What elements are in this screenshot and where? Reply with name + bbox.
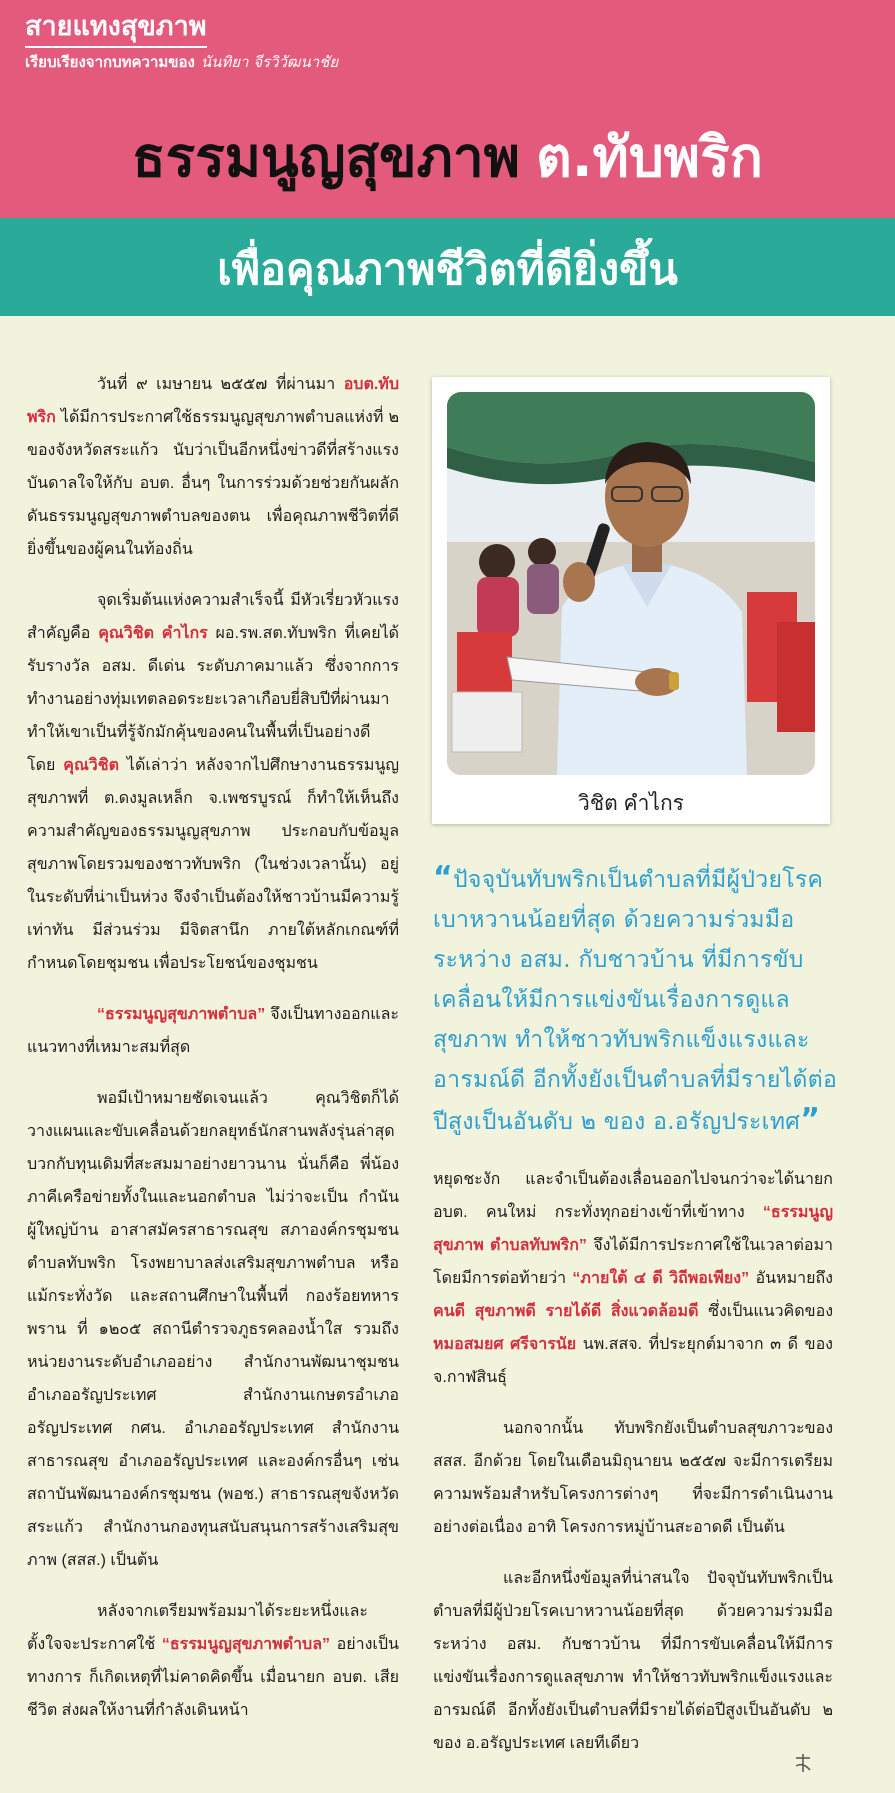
title-part-2: ต.ทับพริก [536,125,763,189]
photo-caption: วิชิต คำไกร [578,792,684,815]
highlight-text: หมอสมยศ ศรีจารนัย [433,1336,577,1353]
text-run: ได้มีการประกาศใช้ธรรมนูญสุขภาพตำบลแห่งที่ ๒ ของจังหวัดสระแก้ว นับว่าเป็นอีกหนึ่งข่าวดีที่สร้างแรงบันดาลใจให้กับ อบต. อื่นๆ ในการร่วมด้วยช่วยกันผลักดันธรรมนูญสุขภาพตำบลของตน เพื่อคุณภาพชีวิตที่ดียิ่งขึ้นของผู้คนในท้องถิ่น [27,409,399,558]
paragraph [27,368,399,566]
paragraph [27,1595,399,1727]
highlight-text: อบต.ทับพริก [27,376,399,426]
highlight-text: คุณวิชิต [63,757,120,774]
highlight-text: “ธรรมนูญสุขภาพตำบล” [97,1006,266,1023]
highlight-text: “ธรรมนูญสุขภาพตำบล” [161,1636,331,1653]
title-part-1: ธรรมนูญสุขภาพ [132,125,521,189]
highlight-text: คนดี สุขภาพดี รายได้ดี สิ่งแวดล้อมดี [433,1303,699,1320]
quote-close-mark: ” [800,1102,821,1137]
text-run: นอกจากนั้น ทับพริกยังเป็นตำบลสุขภาวะของ สสส. อีกด้วย โดยในเดือนมิถุนายน ๒๕๕๗ จะมีการเตรียมความพร้อมสำหรับโครงการต่างๆ ที่จะมีการดำเนินงานอย่างต่อเนื่อง อาทิ โครงการหมู่บ้านสะอาดดี เป็นต้น [433,1420,833,1536]
paragraph [433,1163,833,1394]
quote-open-mark: “ [433,860,454,895]
page-subtitle: เพื่อคุณภาพชีวิตที่ดียิ่งขึ้น [217,245,678,295]
byline [25,50,338,74]
page-title [0,122,895,192]
text-run: หยุดชะงัก และจำเป็นต้องเลื่อนออกไปจนกว่าจะได้นายก อบต. คนใหม่ กระทั่งทุกอย่างเข้าที่เข้าทาง [433,1171,833,1221]
text-run: พอมีเป้าหมายชัดเจนแล้ว คุณวิชิตก็ได้วางแผนและขับเคลื่อนด้วยกลยุทธ์นักสานพลังรุ่นล่าสุด บวกกับทุนเดิมที่สะสมมาอย่างยาวนาน นั่นก็คือ พี่น้องภาคีเครือข่ายทั้งในและนอกตำบล ไม่ว่าจะเป็น กำนัน ผู้ใหญ่บ้าน อาสาสมัครสาธารณสุข สภาองค์กรชุมชนตำบลทับพริก โรงพยาบาลส่งเสริมสุขภาพตำบล หรือแม้กระทั่งวัด และสถานศึกษาในพื้นที่ กองร้อยทหารพราน ที่ ๑๒๐๕ สถานีตำรวจภูธรคลองน้ำใส รวมถึงหน่วยงานระดับอำเภออย่าง สำนักงานพัฒนาชุมชนอำเภออรัญประเทศ สำนักงานเกษตรอำเภออรัญประเทศ กศน. อำเภออรัญประเทศ สำนักงานสาธารณสุข อำเภออรัญประเทศ และองค์กรอื่นๆ เช่น สถาบันพัฒนาองค์กรชุมชน (พอช.) สาธารณสุขจังหวัดสระแก้ว สำนักงานกองทุนสนับสนุนการสร้างเสริมสุขภาพ (สสส.) เป็นต้น [27,1090,399,1569]
photo-frame [432,377,830,824]
pull-quote-text: ปัจจุบันทับพริกเป็นตำบลที่มีผู้ป่วยโรคเบาหวานน้อยที่สุด ด้วยความร่วมมือระหว่าง อสม. กับชาวบ้าน ที่มีการขับเคลื่อนให้มีการแข่งขันเรื่องการดูแลสุขภาพ ทำให้ชาวทับพริกแข็งแรงและอารมณ์ดี อีกทั้งยังเป็นตำบลที่มีรายได้ต่อปีสูงเป็นอันดับ ๒ ของ อ.อรัญประเทศ [433,867,838,1135]
paragraph [27,998,399,1064]
paragraph [433,1562,833,1760]
highlight-text: คุณวิชิต คำไกร [98,625,208,642]
byline-author: นันทิยา จีรวิวัฒนาชัย [200,53,339,71]
text-run: อย่างเป็นทางการ ก็เกิดเหตุที่ไม่คาดคิดขึ้น เมื่อนายก อบต. เสียชีวิต ส่งผลให้งานที่กำลังเดินหน้า [27,1636,399,1719]
paragraph [433,1412,833,1544]
text-run: จุดเริ่มต้นแห่งความสำเร็จนี้ มีหัวเรี่ยวหัวแรงสำคัญคือ [27,592,399,642]
text-run: ได้เล่าว่า หลังจากไปศึกษางานธรรมนูญสุขภาพที่ ต.ดงมูลเหล็ก จ.เพชรบูรณ์ ก็ทำให้เห็นถึงความสำคัญของธรรมนูญสุขภาพ ประกอบกับข้อมูลสุขภาพโดยรวมของชาวทับพริก (ในช่วงเวลานั้น) อยู่ในระดับที่น่าเป็นห่วง จึงจำเป็นต้องให้ชาวบ้านมีความรู้เท่าทัน มีส่วนร่วม มีจิตสานึก ภายใต้หลักเกณฑ์ที่กำหนดโดยชุมชน เพื่อประโยชน์ของชุมชน [27,757,400,972]
text-run: อันหมายถึง [755,1270,833,1287]
paragraph [27,1082,399,1577]
pull-quote [433,858,838,1142]
text-run: ซึ่งเป็นแนวคิดของ [708,1303,833,1320]
text-run: จึงเป็นทางออกและแนวทางที่เหมาะสมที่สุด [27,1006,399,1056]
text-run: ผอ.รพ.สต.ทับพริก ที่เคยได้รับรางวัล อสม. ดีเด่น ระดับภาคมาแล้ว ซึ่งจากการทำงานอย่างทุ่มเทตลอดระยะเวลาเกือบยี่สิบปีที่ผ่านมา ทำให้เขาเป็นที่รู้จักมักคุ้นของคนในพื้นที่เป็นอย่างดี โดย [27,625,399,774]
right-article-column [433,1163,833,1778]
text-run: และอีกหนึ่งข้อมูลที่น่าสนใจ ปัจจุบันทับพริกเป็นตำบลที่มีผู้ป่วยโรคเบาหวานน้อยที่สุด ด้วยความร่วมมือระหว่าง อสม. กับชาวบ้าน ที่มีการขับเคลื่อนให้มีการแข่งขันเรื่องการดูแลสุขภาพ ทำให้ชาวทับพริกแข็งแรงและอารมณ์ดี อีกทั้งยังเป็นตำบลที่มีรายได้ต่อปีสูงเป็นอันดับ ๒ ของ อ.อรัญประเทศ เลยทีเดียว [433,1570,833,1752]
highlight-text: “ภายใต้ ๔ ดี วิถีพอเพียง” [572,1270,750,1287]
paragraph [27,584,399,980]
text-run: นพ.สสจ. ที่ประยุกต์มาจาก ๓ ดี ของ จ.กาฬสินธุ์ [433,1336,833,1386]
column-name: สายแทงสุขภาพ [25,10,207,48]
text-run: จึงได้มีการประกาศใช้ในเวลาต่อมา โดยมีการต่อท้ายว่า [433,1237,833,1287]
highlight-text: “ธรรมนูญสุขภาพ ตำบลทับพริก” [433,1204,833,1254]
portrait-photo [447,392,815,775]
byline-label: เรียบเรียงจากบทความของ [25,53,195,71]
end-ornament-icon [792,1752,814,1779]
text-run: วันที่ ๙ เมษายน ๒๕๕๗ ที่ผ่านมา [97,376,336,393]
left-article-column [27,368,399,1745]
text-run: หลังจากเตรียมพร้อมมาได้ระยะหนึ่งและตั้งใจจะประกาศใช้ [27,1603,369,1653]
portrait-illustration [447,392,815,775]
